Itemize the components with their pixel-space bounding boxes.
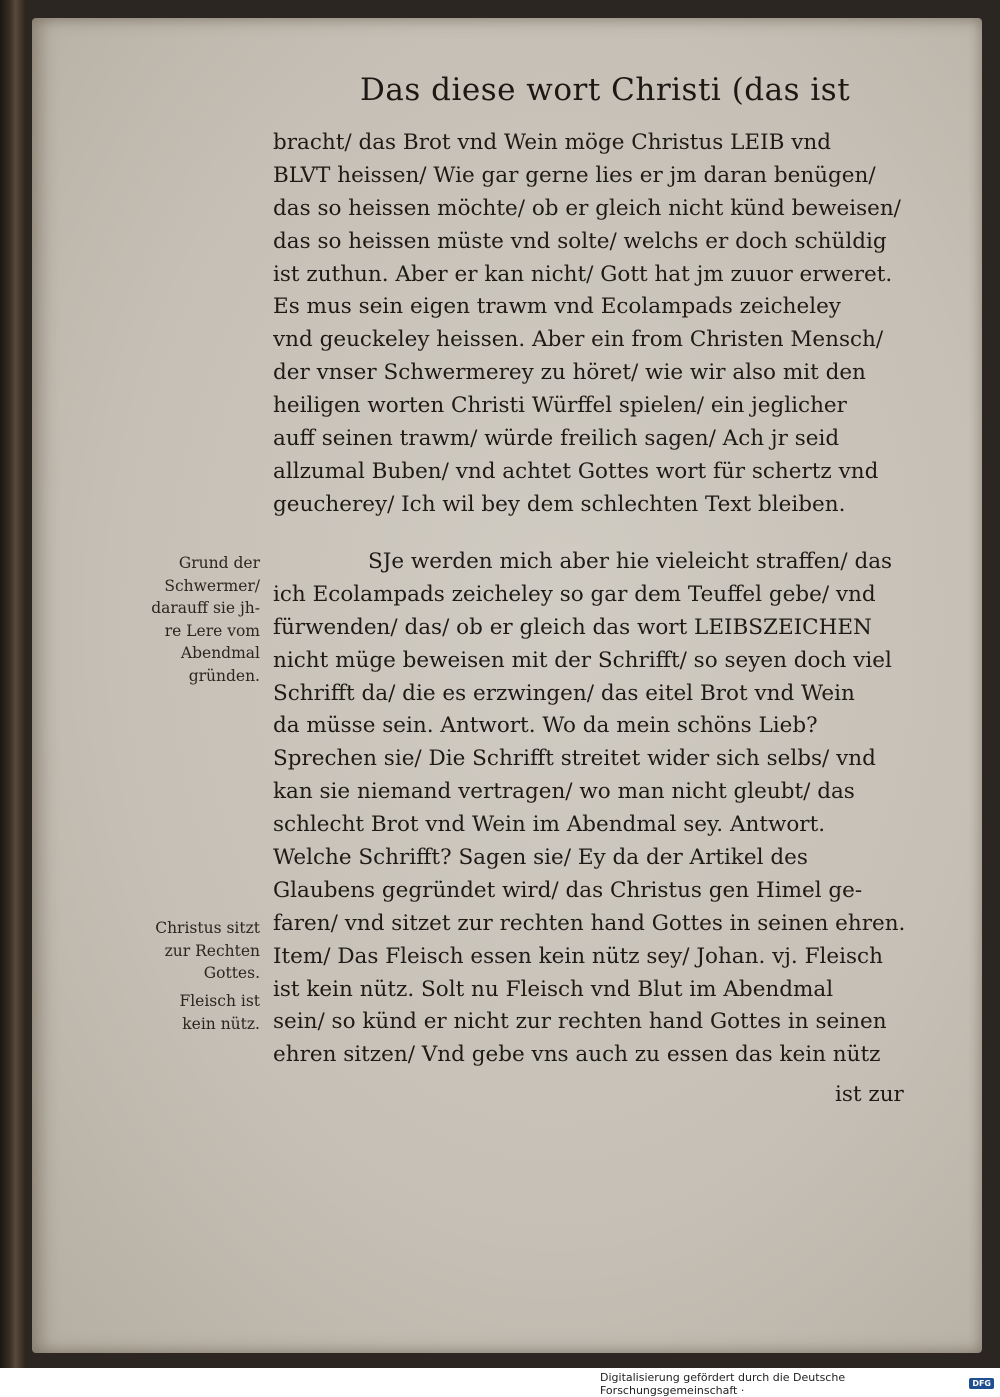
margin-line: zur Rechten	[164, 941, 260, 960]
text-line: allzumal Buben/ vnd achtet Gottes wort für schertz vnd	[273, 458, 879, 484]
text-line: der vnser Schwermerey zu höret/ wie wir also mit den	[273, 360, 866, 386]
footer-bar	[600, 1370, 1000, 1397]
book-spine	[0, 0, 26, 1368]
text-line: da müsse sein. Antwort. Wo da mein schöns Lieb?	[273, 713, 818, 739]
text-line: BLVT heissen/ Wie gar gerne lies er jm daran benügen/	[273, 162, 876, 188]
text-line: ich Ecolampads zeicheley so gar dem Teuffel gebe/ vnd	[273, 581, 876, 607]
text-line: Item/ Das Fleisch essen kein nütz sey/ Johan. vj. Fleisch	[273, 943, 883, 969]
text-line: fürwenden/ das/ ob er gleich das wort LEIBSZEICHEN	[273, 614, 872, 640]
dfg-logo-icon[interactable]: DFG	[969, 1378, 994, 1389]
text-line: geucherey/ Ich wil bey dem schlechten Text bleiben.	[273, 491, 846, 517]
running-head: Das diese wort Christi (das ist	[360, 72, 851, 108]
text-line: Es mus sein eigen trawm vnd Ecolampads zeicheley	[273, 294, 841, 320]
text-line: heiligen worten Christi Würffel spielen/ ein jeglicher	[273, 393, 847, 419]
catchword: ist zur	[835, 1082, 904, 1107]
text-line: Sprechen sie/ Die Schrifft streitet wider sich selbs/ vnd	[273, 746, 876, 772]
margin-line: kein nütz.	[182, 1014, 260, 1033]
margin-line: darauff sie jh-	[151, 599, 260, 617]
margin-line: Fleisch ist	[179, 992, 260, 1010]
paragraph-1	[273, 127, 923, 522]
text-line: kan sie niemand vertragen/ wo man nicht gleubt/ das	[273, 779, 855, 805]
text-line: nicht müge beweisen mit der Schrifft/ so seyen doch viel	[273, 647, 892, 673]
margin-note-grund	[132, 552, 260, 687]
paragraph-2	[273, 546, 923, 1072]
margin-line: Schwermer/	[164, 576, 260, 595]
margin-note-christus	[132, 917, 260, 985]
margin-line: Grund der	[178, 554, 260, 572]
text-line: Schrifft da/ die es erzwingen/ das eitel Brot vnd Wein	[273, 680, 855, 706]
text-line: bracht/ das Brot vnd Wein möge Christus LEIB vnd	[273, 130, 831, 155]
text-line: das so heissen möchte/ ob er gleich nicht künd beweisen/	[273, 195, 901, 221]
text-line: sein/ so künd er nicht zur rechten hand Gottes in seinen	[273, 1009, 887, 1035]
text-line: auff seinen trawm/ würde freilich sagen/ Ach jr seid	[273, 426, 840, 452]
margin-line: Gottes.	[203, 964, 260, 982]
text-line: SJe werden mich aber hie vieleicht straffen/ das	[368, 549, 893, 574]
text-line: ehren sitzen/ Vnd gebe vns auch zu essen das kein nütz	[273, 1042, 881, 1068]
text-line: ist kein nütz. Solt nu Fleisch vnd Blut im Abendmal	[273, 976, 834, 1002]
text-line: faren/ vnd sitzet zur rechten hand Gottes in seinen ehren.	[273, 910, 906, 936]
margin-note-fleisch	[132, 990, 260, 1035]
margin-line: Abendmal	[180, 644, 260, 662]
text-line: das so heissen müste vnd solte/ welchs er doch schüldig	[273, 228, 887, 254]
text-line: vnd geuckeley heissen. Aber ein from Christen Mensch/	[273, 327, 884, 353]
footer-credit: Digitalisierung gefördert durch die Deutsche Forschungsgemeinschaft ·	[600, 1370, 846, 1397]
text-line: Glaubens gegründet wird/ das Christus gen Himel ge-	[273, 877, 863, 903]
margin-line: gründen.	[188, 666, 260, 685]
text-line: ist zuthun. Aber er kan nicht/ Gott hat jm zuuor erweret.	[273, 261, 893, 287]
margin-line: re Lere vom	[164, 621, 260, 640]
margin-line: Christus sitzt	[155, 919, 260, 937]
text-line: schlecht Brot vnd Wein im Abendmal sey. Antwort.	[273, 812, 826, 838]
text-line: Welche Schrifft? Sagen sie/ Ey da der Artikel des	[273, 845, 808, 871]
